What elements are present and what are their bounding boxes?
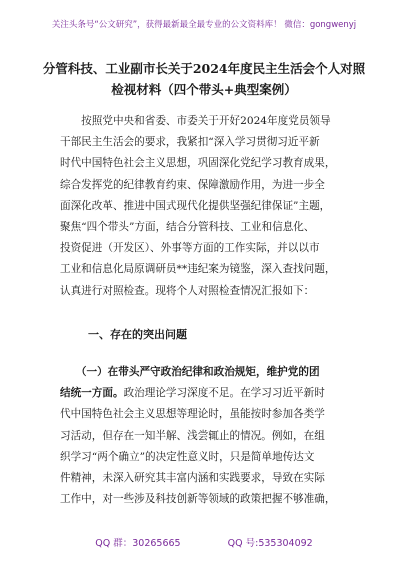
paragraph-line: 投资促进（开发区）、外事等方面的工作实际，并以以市 <box>60 242 320 255</box>
subsection-heading: （一）在带头严守政治纪律和政治规矩，维护党的团 <box>60 366 320 378</box>
footer-qq-number: QQ 号:535304092 <box>227 538 313 549</box>
paragraph-line <box>60 383 348 404</box>
document-title <box>40 58 368 100</box>
paragraph-line: 聚焦“四个带头”方面，结合分管科技、工业和信息化、 <box>60 221 315 234</box>
paragraph-line: 面深化改革、推进中国式现代化提供坚强纪律保证”主题， <box>60 199 331 212</box>
title-line-2: 检视材料（四个带头+典型案例） <box>111 82 297 97</box>
paragraph-line: 织学习“两个确立”的决定性意义时，只是简单地传达文 <box>60 450 315 463</box>
paragraph-line: 按照党中央和省委、市委关于开好2024年度党员领导 <box>60 115 331 127</box>
header-note: 关注头条号“公文研究”，获得最新最全最专业的公文资料库！ 微信：gongwenyj <box>51 20 357 30</box>
paragraph-line: 习活动，但存在一知半解、浅尝辄止的情况。例如，在组 <box>60 429 325 442</box>
footer-contact <box>0 535 408 549</box>
paragraph-line: 工作中，对一些涉及科技创新等领域的政策把握不够准确， <box>60 493 336 506</box>
section-heading: 一、存在的突出问题 <box>88 328 187 341</box>
paragraph-line: 认真进行对照检查。现将个人对照检查情况汇报如下： <box>60 284 315 297</box>
footer-qq-group: QQ 群：30265665 <box>95 538 181 549</box>
paragraph-text: 政治理论学习深度不足。在学习习近平新时 <box>123 387 325 400</box>
paragraph-line: 件精神，未深入研究其丰富内涵和实践要求，导致在实际 <box>60 472 325 485</box>
subsection-heading-tail: 结统一方面。 <box>60 387 124 400</box>
title-line-1: 分管科技、工业副市长关于2024年度民主生活会个人对照 <box>42 61 366 76</box>
paragraph-line: 代中国特色社会主义思想等理论时，虽能按时参加各类学 <box>60 408 325 421</box>
paragraph-line: 综合发挥党的纪律教育约束、保障激励作用，为进一步全 <box>60 178 325 191</box>
paragraph-line: 干部民主生活会的要求，我紧扣“深入学习贯彻习近平新 <box>60 136 320 149</box>
intro-paragraph <box>60 111 348 302</box>
paragraph-line: 时代中国特色社会主义思想，巩固深化党纪学习教育成果， <box>60 157 336 170</box>
paragraph-line: 工业和信息化局原调研员**违纪案为镜鉴，深入查找问题， <box>60 263 336 276</box>
issue-paragraph <box>60 362 348 510</box>
